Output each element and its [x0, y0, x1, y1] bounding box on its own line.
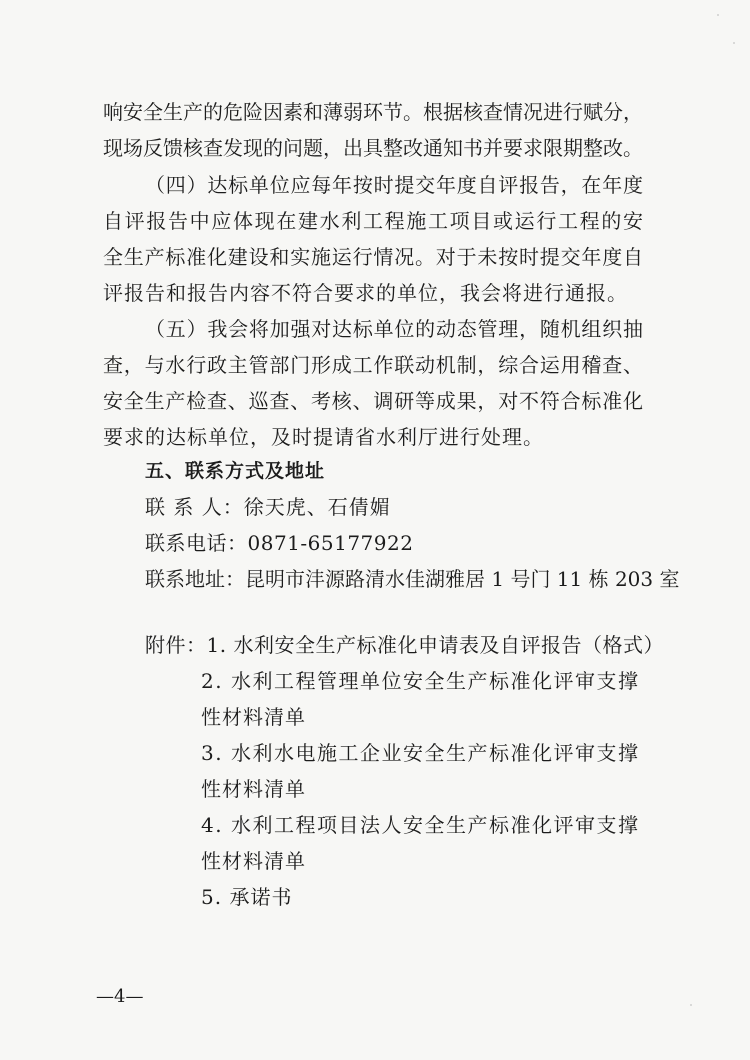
contact-address: 联系地址：昆明市沣源路清水佳湖雅居 1 号门 11 栋 203 室 — [145, 567, 680, 591]
attachment-3-line-1: 3. 水利水电施工企业安全生产标准化评审支撑 — [201, 741, 640, 765]
page-number: —4— — [96, 986, 144, 1007]
paragraph-2-line-2: 自评报告中应体现在建水利工程施工项目或运行工程的安 — [103, 209, 643, 233]
attachment-4-line-1: 4. 水利工程项目法人安全生产标准化评审支撑 — [201, 813, 640, 837]
attachment-3-line-2: 性材料清单 — [201, 777, 306, 801]
scan-speck — [690, 1004, 692, 1006]
paragraph-1-line-2: 现场反馈核查发现的问题，出具整改通知书并要求限期整改。 — [103, 136, 643, 160]
paragraph-1-line-1: 响安全生产的危险因素和薄弱环节。根据核查情况进行赋分， — [103, 100, 643, 124]
paragraph-2-line-3: 全生产标准化建设和实施运行情况。对于未按时提交年度自 — [103, 245, 643, 269]
attachment-5: 5. 承诺书 — [201, 885, 293, 909]
scan-speck — [733, 42, 735, 44]
attachment-2-line-1: 2. 水利工程管理单位安全生产标准化评审支撑 — [201, 669, 640, 693]
attachment-4-line-2: 性材料清单 — [201, 849, 306, 873]
paragraph-3-line-3: 安全生产检查、巡查、考核、调研等成果，对不符合标准化 — [103, 389, 643, 413]
contact-phone: 联系电话：0871-65177922 — [145, 531, 414, 555]
paragraph-3-line-4: 要求的达标单位，及时提请省水利厅进行处理。 — [103, 425, 544, 449]
paragraph-2-line-1: （四）达标单位应每年按时提交年度自评报告，在年度 — [145, 173, 643, 197]
paragraph-3-line-2: 查，与水行政主管部门形成工作联动机制，综合运用稽查、 — [103, 353, 643, 377]
contact-heading: 五、联系方式及地址 — [145, 460, 326, 482]
contact-person: 联 系 人：徐天虎、石倩媚 — [145, 495, 391, 519]
attachment-1: 附件：1. 水利安全生产标准化申请表及自评报告（格式） — [145, 633, 664, 657]
paragraph-2-line-4: 评报告和报告内容不符合要求的单位，我会将进行通报。 — [103, 281, 628, 305]
attachment-2-line-2: 性材料清单 — [201, 705, 306, 729]
paragraph-3-line-1: （五）我会将加强对达标单位的动态管理，随机组织抽 — [145, 317, 643, 341]
scan-speck — [717, 14, 719, 16]
